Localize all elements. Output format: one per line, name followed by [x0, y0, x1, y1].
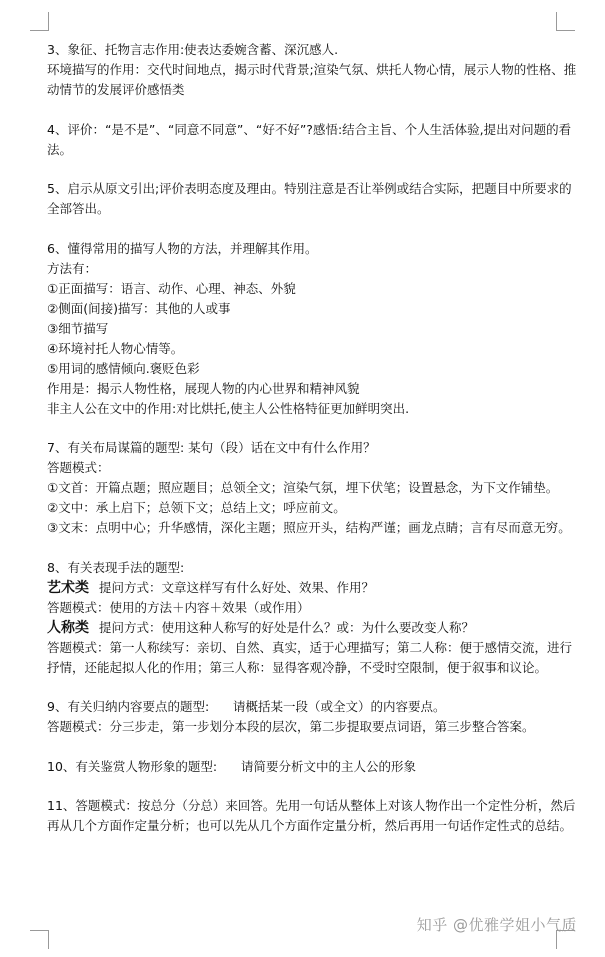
- section-7-line: ①文首：开篇点题；照应题目；总领全文；渲染气氛，埋下伏笔；设置悬念，为下文作铺垫。: [47, 480, 559, 495]
- section-3-title: 3、象征、托物言志作用:使表达委婉含蓄、深沉感人.: [47, 42, 339, 57]
- section-6-line: 作用是：揭示人物性格，展现人物的内心世界和精神风貌: [47, 380, 360, 396]
- page-corner-mark: [30, 930, 49, 949]
- section-7-line: 答题模式：: [47, 460, 110, 475]
- document-body: [47, 40, 583, 836]
- section-6-line: ④环境衬托人物心情等。: [47, 340, 184, 356]
- zhihu-watermark: 知乎 @优雅学姐小气质: [416, 916, 577, 934]
- section-7-title: 7、有关布局谋篇的题型: 某句（段）话在文中有什么作用？: [47, 440, 376, 455]
- section-8-art-answer: 答题模式：使用的方法＋内容＋效果（或作用）: [47, 599, 310, 615]
- section-6-line: ⑤用词的感情倾向.褒贬色彩: [47, 360, 200, 376]
- section-3-text: 环境描写的作用：交代时间地点，揭示时代背景;渲染气氛、烘托人物心情，展示人物的性格、推动情节的发展评价感悟类: [47, 62, 577, 97]
- person-category-label: 人称类: [47, 619, 89, 636]
- section-6-line: 非主人公在文中的作用:对比烘托,使主人公性格特征更加鲜明突出.: [47, 400, 410, 416]
- section-6-line: 方法有：: [47, 260, 98, 276]
- section-7-line: ②文中：承上启下；总领下文；总结上文；呼应前文。: [47, 500, 346, 515]
- art-question-text: 提问方式：文章这样写有什么好处、效果、作用？: [99, 579, 375, 595]
- section-4-text: 4、评价：“是不是”、“同意不同意”、“好不好”?感悟:结合主旨、个人生活体验,提出对问题的看法。: [47, 121, 572, 157]
- person-question-text: 提问方式：使用这种人称写的好处是什么？或：为什么要改变人称？: [99, 619, 475, 635]
- section-9-title: 9、有关归纳内容要点的题型: 请概括某一段（或全文）的内容要点。: [47, 699, 446, 714]
- section-10-title: 10、有关鉴赏人物形象的题型: 请简要分析文中的主人公的形象: [47, 758, 416, 774]
- section-8-person-answer: 答题模式：第一人称续写：亲切、自然、真实，适于心理描写；第二人称：便于感情交流，进行抒情，还能起拟人化的作用；第三人称：显得客观冷静，不受时空限制，便于叙事和议论。: [47, 639, 573, 675]
- page-corner-mark: [556, 12, 575, 31]
- section-5-text: 5、启示从原文引出;评价表明态度及理由。特别注意是否让举例或结合实际，把题目中所要求的全部答出。: [47, 181, 572, 216]
- section-6-line: ③细节描写: [47, 320, 109, 336]
- page-corner-mark: [30, 12, 49, 31]
- section-6-title: 6、懂得常用的描写人物的方法，并理解其作用。: [47, 240, 318, 256]
- section-8-person-question: [47, 618, 583, 638]
- section-7-line: ③文末：点明中心；升华感情，深化主题；照应开头，结构严谨；画龙点睛；言有尽而意无穷。: [47, 520, 571, 535]
- section-8-title: 8、有关表现手法的题型:: [47, 559, 185, 575]
- section-6-line: ①正面描写：语言、动作、心理、神态、外貌: [47, 280, 296, 296]
- section-8-art-question: [47, 578, 583, 598]
- section-6-line: ②侧面(间接)描写：其他的人或事: [47, 300, 231, 316]
- section-9-text: 答题模式：分三步走，第一步划分本段的层次，第二步提取要点词语，第三步整合答案。: [47, 719, 535, 734]
- section-11-text: 11、答题模式：按总分（分总）来回答。先用一句话从整体上对该人物作出一个定性分析，然后再从几个方面作定量分析；也可以先从几个方面作定量分析，然后再用一句话作定性式的总结。: [47, 798, 576, 833]
- art-category-label: 艺术类: [47, 579, 89, 596]
